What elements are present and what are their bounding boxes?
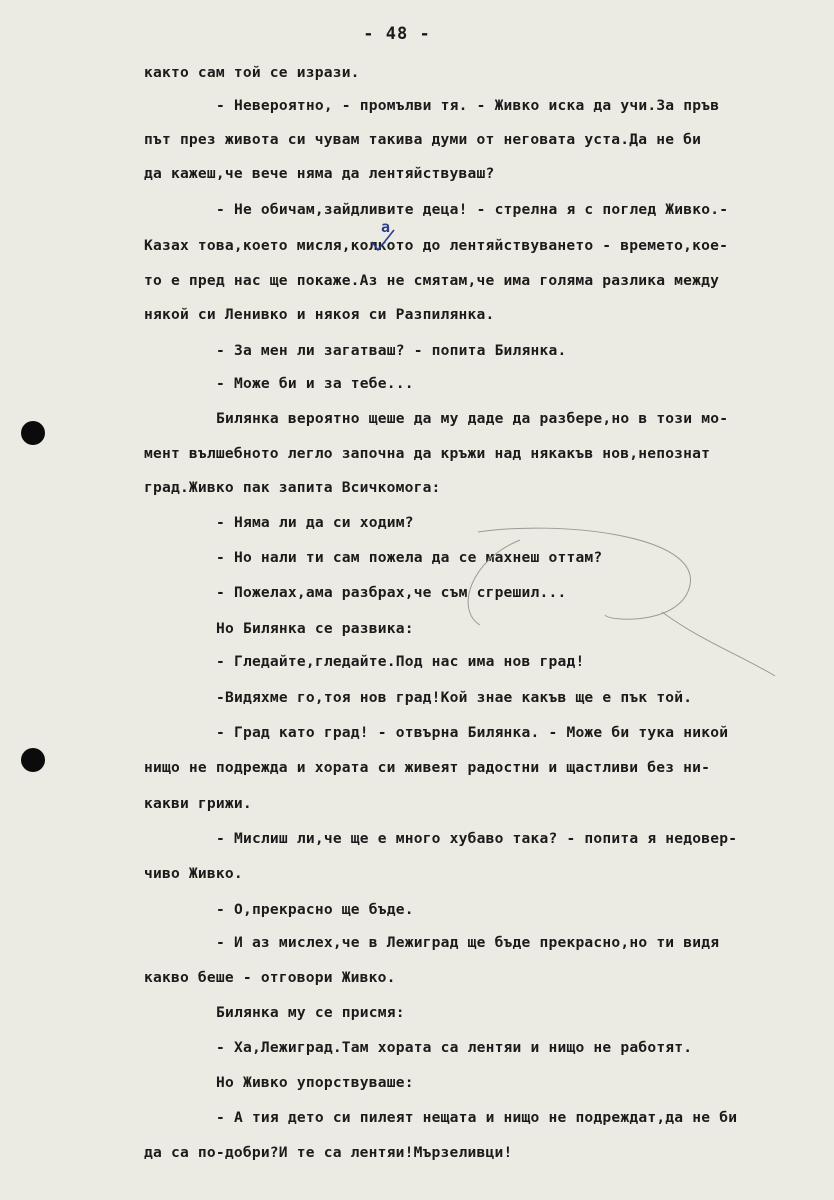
text-line: - И аз мислех,че в Лежиград ще бъде прекрасно,но ти видя xyxy=(216,934,720,951)
text-line: някой си Ленивко и някоя си Разпилянка. xyxy=(144,306,495,323)
text-line: то е пред нас ще покаже.Аз не смятам,че има голяма разлика между xyxy=(144,272,720,289)
text-line: да кажеш,че вече няма да лентяйствуваш? xyxy=(144,165,495,182)
text-line: - За мен ли загатваш? - попита Билянка. xyxy=(216,342,567,359)
text-line: - Не обичам,зайдливите деца! - стрелна я с поглед Живко.- xyxy=(216,201,729,218)
text-line: Билянка му се присмя: xyxy=(216,1004,405,1021)
text-line: Казах това,което мисля,колкото до лентяйствуването - времето,кое- xyxy=(144,237,729,254)
text-line: да са по-добри?И те са лентяи!Мързеливци! xyxy=(144,1144,513,1161)
text-line: - Пожелах,ама разбрах,че съм сгрешил... xyxy=(216,584,567,601)
text-line: път през живота си чувам такива думи от неговата уста.Да не би xyxy=(144,131,702,148)
text-line: Билянка вероятно щеше да му даде да разбере,но в този мо- xyxy=(216,410,729,427)
text-line: - Но нали ти сам пожела да се махнеш оттам? xyxy=(216,549,603,566)
text-line: - Мислиш ли,че ще е много хубаво така? - попита я недовер- xyxy=(216,830,738,847)
page-number: - 48 - xyxy=(363,24,431,44)
text-line: - Ха,Лежиград.Там хората са лентяи и нищо не работят. xyxy=(216,1039,693,1056)
text-line: какви грижи. xyxy=(144,795,252,812)
handwritten-insert: а xyxy=(381,218,391,236)
text-line: - Гледайте,гледайте.Под нас има нов град! xyxy=(216,653,585,670)
text-line: -Видяхме го,тоя нов град!Кой знае какъв ще е пък той. xyxy=(216,689,693,706)
text-line: мент вълшебното легло започна да кръжи над някакъв нов,непознат xyxy=(144,445,711,462)
text-line: град.Живко пак запита Всичкомога: xyxy=(144,479,441,496)
text-line: - А тия дето си пилеят нещата и нищо не подреждат,да не би xyxy=(216,1109,738,1126)
insertion-caret-mark xyxy=(368,228,398,254)
text-line: Но Билянка се развика: xyxy=(216,620,414,637)
text-line: - Може би и за тебе... xyxy=(216,375,414,392)
text-line: чиво Живко. xyxy=(144,865,243,882)
text-line: нищо не подрежда и хората си живеят радостни и щастливи без ни- xyxy=(144,759,711,776)
punch-hole-bottom xyxy=(21,748,45,772)
text-line: Но Живко упорствуваше: xyxy=(216,1074,414,1091)
text-line: както сам той се изрази. xyxy=(144,64,360,81)
text-line: - О,прекрасно ще бъде. xyxy=(216,901,414,918)
text-line: какво беше - отговори Живко. xyxy=(144,969,396,986)
text-line: - Невероятно, - промълви тя. - Живко иска да учи.За пръв xyxy=(216,97,720,114)
text-line: - Град като град! - отвърна Билянка. - Може би тука никой xyxy=(216,724,729,741)
punch-hole-top xyxy=(21,421,45,445)
text-line: - Няма ли да си ходим? xyxy=(216,514,414,531)
